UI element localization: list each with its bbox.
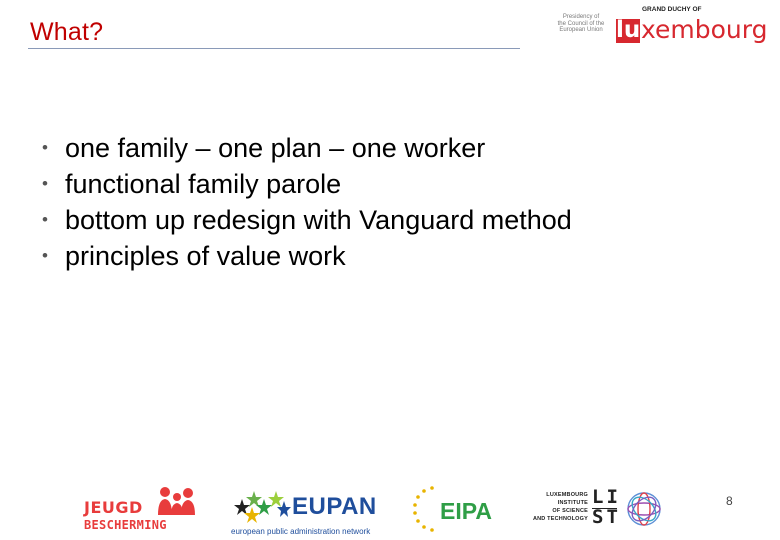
list-line-2: INSTITUTE xyxy=(557,500,588,506)
title-underline xyxy=(28,48,520,49)
bullet-dot-icon: • xyxy=(42,138,48,157)
bullet-item xyxy=(25,166,572,202)
bullet-item xyxy=(25,202,572,238)
eipa-name: EIPA xyxy=(440,498,492,524)
list-acronym-divider xyxy=(592,508,617,509)
presidency-line-3: European Union xyxy=(559,27,603,34)
eupan-logo xyxy=(230,487,388,539)
page-number: 8 xyxy=(726,494,733,508)
bullet-list xyxy=(25,130,572,274)
lux-red-box: lu xyxy=(616,17,641,43)
bullet-item xyxy=(25,130,572,166)
eu-stars-arc-icon xyxy=(410,484,440,534)
jeugd-line-2: BESCHERMING xyxy=(84,518,167,532)
eipa-logo xyxy=(410,484,500,534)
slide-title: What? xyxy=(30,18,104,46)
bullet-text: one family – one plan – one worker xyxy=(65,132,486,163)
presidency-text xyxy=(552,14,610,46)
lux-wordmark-rest: xembourg xyxy=(641,15,768,44)
list-acronym-bottom: ST xyxy=(592,506,621,528)
list-globe-icon xyxy=(626,487,662,531)
list-institute-text xyxy=(530,491,588,523)
jeugdbescherming-logo xyxy=(84,485,194,533)
list-acronym-top: LI xyxy=(592,486,621,508)
bullet-dot-icon: • xyxy=(42,210,48,229)
eupan-name: EUPAN xyxy=(292,493,377,520)
eupan-stars-icon xyxy=(230,487,292,525)
list-acronym xyxy=(592,487,621,527)
list-line-3: OF SCIENCE xyxy=(552,508,588,514)
bullet-dot-icon: • xyxy=(42,246,48,265)
eupan-tagline: european public administration network xyxy=(231,527,371,536)
presidency-luxembourg-logo xyxy=(552,6,768,48)
list-line-4: AND TECHNOLOGY xyxy=(532,516,588,522)
presidency-line-2: the Council of the xyxy=(557,20,605,27)
family-figures-icon xyxy=(156,485,196,517)
bullet-text: functional family parole xyxy=(65,168,342,199)
bullet-item xyxy=(25,238,572,274)
bullet-text: principles of value work xyxy=(65,240,346,271)
jeugd-line-1: JEUGD xyxy=(84,498,143,517)
list-logo xyxy=(530,486,660,538)
grand-duchy-label: GRAND DUCHY OF xyxy=(642,6,702,13)
bullet-text: bottom up redesign with Vanguard method xyxy=(65,204,572,235)
presidency-line-1: Presidency of xyxy=(562,14,600,20)
bullet-dot-icon: • xyxy=(42,174,48,193)
list-line-1: LUXEMBOURG xyxy=(546,492,588,498)
